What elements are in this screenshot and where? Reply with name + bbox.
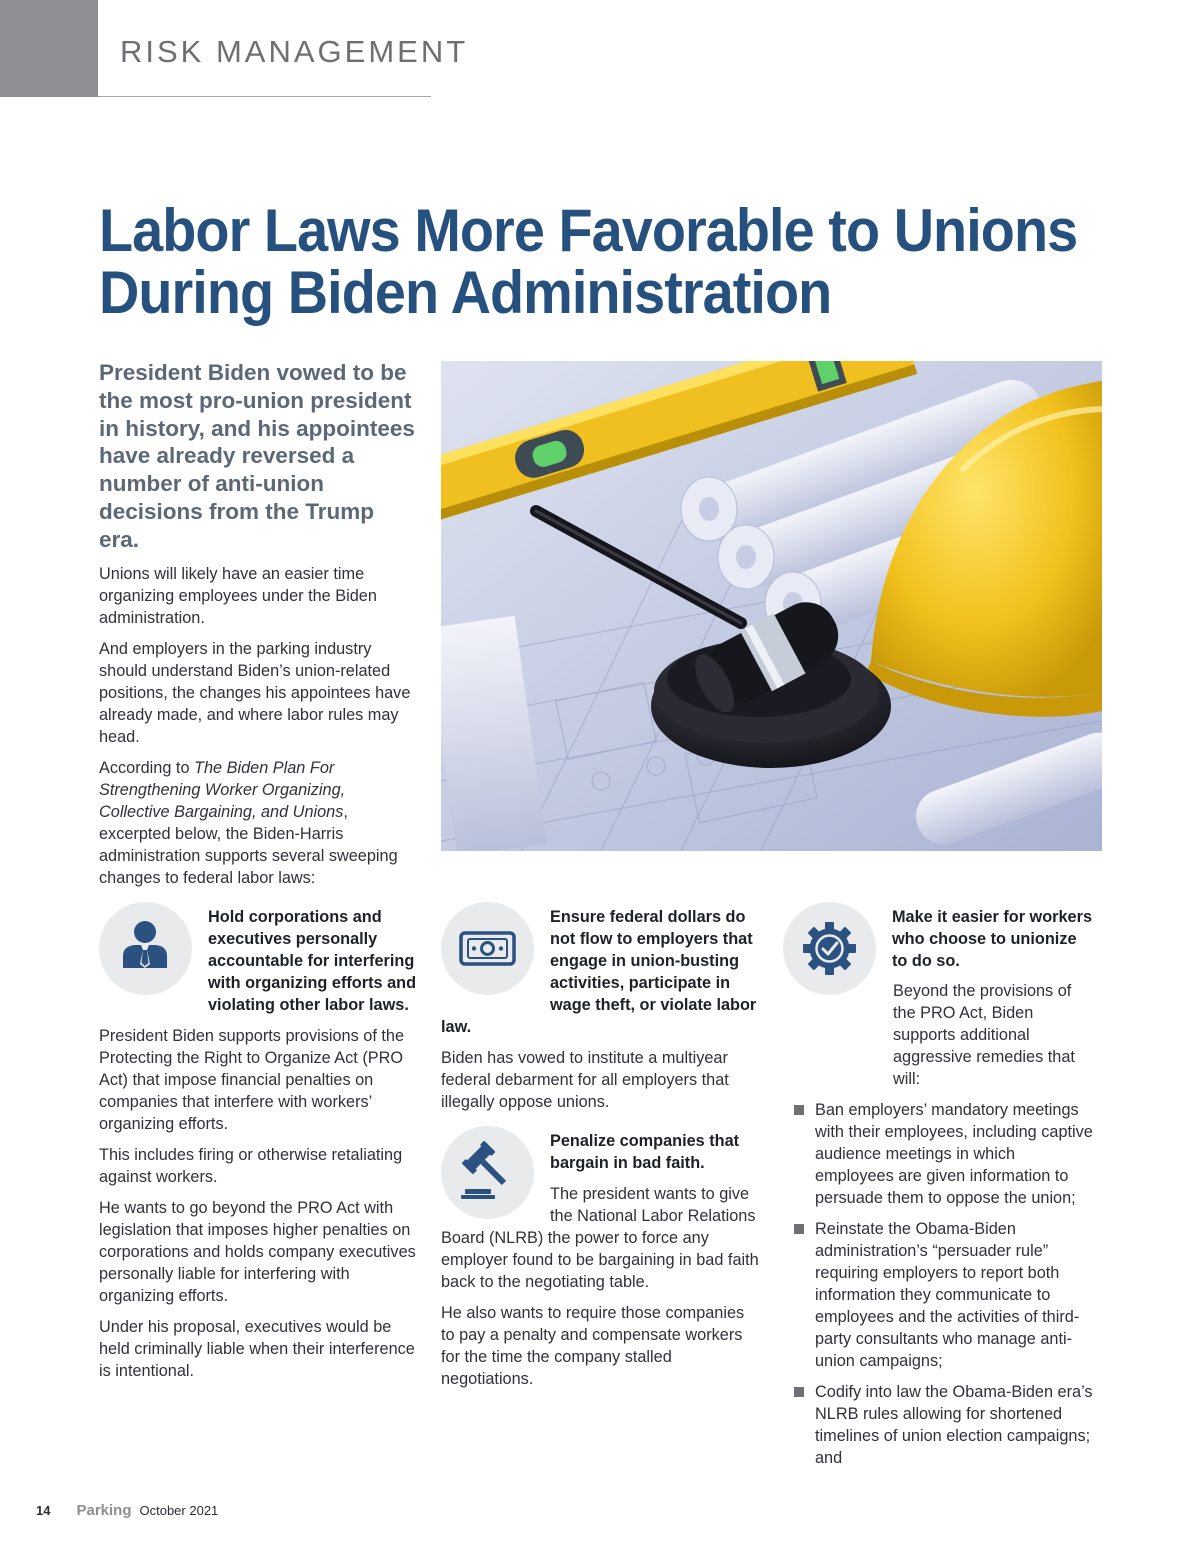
intro-p3-lead: According to: [99, 759, 195, 777]
executive-person-icon: [99, 902, 192, 995]
list-item-text: Ban employers’ mandatory meetings with their employees, including captive audience meetings in which employees are given information to persuade them to oppose the union;: [815, 1101, 1093, 1207]
list-item-text: Codify into law the Obama-Biden era’s NLRB rules allowing for shortened timelines of union election campaigns; and: [815, 1383, 1093, 1467]
column-accountable: [99, 902, 417, 1391]
accountable-paragraph-4: Under his proposal, executives would be held criminally liable when their interference is intentional.: [99, 1318, 415, 1380]
intro-paragraph-1: Unions will likely have an easier time organizing employees under the Biden administration.: [99, 565, 377, 627]
list-item: [783, 1099, 1093, 1209]
column-federal-dollars: [441, 902, 759, 1399]
accountable-paragraph-1: President Biden supports provisions of the Protecting the Right to Organize Act (PRO Act) that impose financial penalties on companies that interfere with workers’ organizing efforts.: [99, 1027, 404, 1133]
bad-faith-paragraph-2: He also wants to require those companies to pay a penalty and compensate workers for the time the company stalled negotiations.: [441, 1304, 745, 1388]
money-bill-icon: [441, 902, 534, 995]
page-number: 14: [36, 1503, 51, 1518]
article-title: [99, 197, 1078, 326]
header-rule: [98, 96, 431, 97]
bullet-square: [794, 1224, 804, 1234]
title-line-1: Labor Laws More Favorable to Unions: [99, 197, 1078, 264]
page-footer: [36, 1502, 218, 1519]
bad-faith-paragraph-1: The president wants to give the National Labor Relations Board (NLRB) the power to force any employer found to be bargaining in bad faith back to the negotiating table.: [441, 1185, 759, 1291]
title-line-2: During Biden Administration: [99, 259, 832, 326]
unionize-lead-in: Beyond the provisions of the PRO Act, Biden supports additional aggressive remedies that will:: [893, 982, 1075, 1088]
hero-photo: [441, 361, 1102, 851]
plan-title: The Biden Plan For Strengthening Worker Organizing, Collective Bargaining, and Unions: [99, 759, 346, 821]
point-heading-federal-dollars: Ensure federal dollars do not flow to employers that engage in union-busting activities, participate in wage theft, or violate labor law.: [441, 908, 757, 1036]
bullet-square: [794, 1387, 804, 1397]
point-heading-unionize: Make it easier for workers who choose to unionize to do so.: [892, 908, 1092, 970]
accountable-paragraph-2: This includes firing or otherwise retaliating against workers.: [99, 1146, 403, 1186]
issue-date: October 2021: [139, 1503, 219, 1518]
gear-check-icon: [783, 902, 876, 995]
publication-name: Parking: [76, 1502, 132, 1519]
intro-p3-tail: , excerpted below, the Biden-Harris administration supports several sweeping changes to federal labor laws:: [99, 803, 398, 887]
list-item: [783, 1218, 1093, 1372]
gavel-blueprint-illustration: [441, 361, 1102, 851]
intro-paragraph-2: And employers in the parking industry should understand Biden’s union-related positions, the changes his appointees have already made, and where labor rules may head.: [99, 640, 411, 746]
bullet-square: [794, 1105, 804, 1115]
point-heading-accountable: Hold corporations and executives personally accountable for interfering with organizing efforts and violating other labor laws.: [208, 908, 417, 1014]
point-heading-bad-faith: Penalize companies that bargain in bad faith.: [550, 1132, 740, 1172]
column-unionize: [783, 902, 1093, 1478]
intro-text: [99, 563, 417, 898]
gavel-icon: [441, 1126, 534, 1219]
federal-dollars-paragraph: Biden has vowed to institute a multiyear federal debarment for all employers that illegally oppose unions.: [441, 1049, 729, 1111]
section-label: RISK MANAGEMENT: [120, 34, 469, 69]
article-deck: President Biden vowed to be the most pro-union president in history, and his appointees have already reversed a number of anti-union decisions from the Trump era.: [99, 360, 415, 552]
accountable-paragraph-3: He wants to go beyond the PRO Act with legislation that imposes higher penalties on corporations and holds company executives personally liable for interfering with organizing efforts.: [99, 1199, 416, 1305]
list-item-text: Reinstate the Obama-Biden administration’s “persuader rule” requiring employers to report both information they communicate to employees and the activities of third-party consultants who manage anti-union campaigns;: [815, 1220, 1080, 1370]
list-item: [783, 1381, 1093, 1469]
header-color-block: [0, 0, 98, 97]
intro-paragraph-3: [99, 757, 417, 889]
remedies-list: [783, 1099, 1093, 1469]
